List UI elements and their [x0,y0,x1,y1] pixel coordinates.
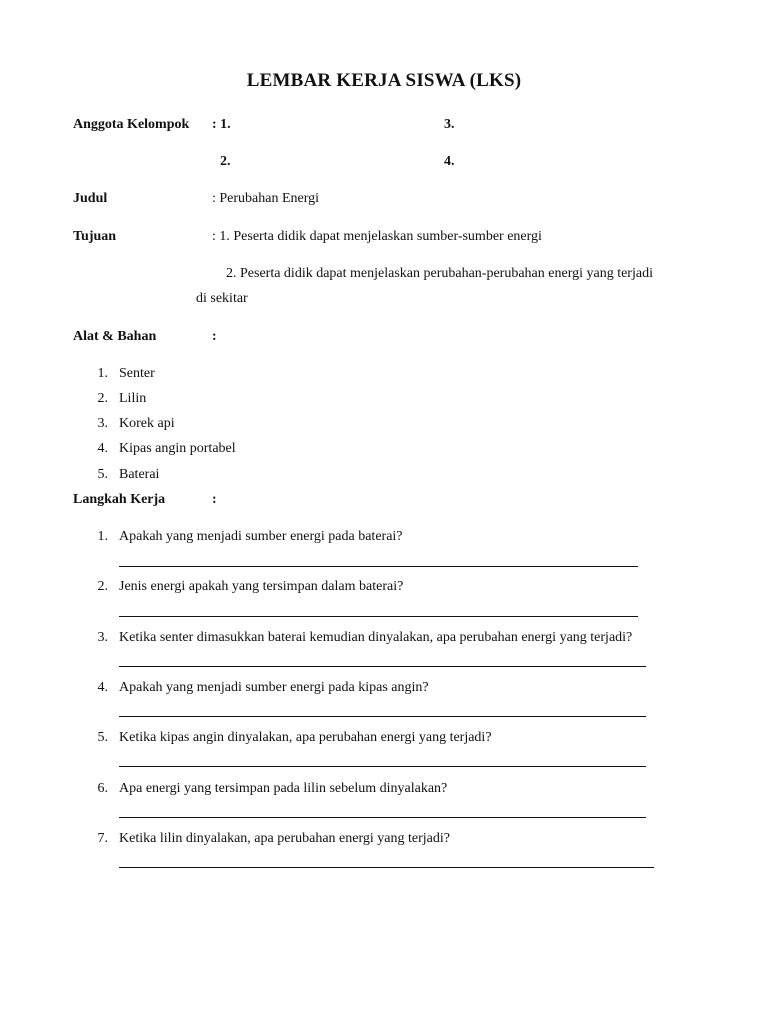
page-title: LEMBAR KERJA SISWA (LKS) [246,70,522,91]
question-text: Apakah yang menjadi sumber energi pada kipas angin? [119,680,429,695]
answer-line[interactable] [119,867,654,868]
list-item-number: 1. [97,366,108,381]
list-item: Baterai [119,467,160,482]
anggota-member-1: : 1. [212,117,231,132]
list-item-number: 4. [97,441,108,456]
question-text: Apa energi yang tersimpan pada lilin sebelum dinyalakan? [119,781,448,796]
question-text: Apakah yang menjadi sumber energi pada baterai? [119,529,403,544]
question-number: 2. [97,579,108,594]
list-item: Lilin [119,391,147,406]
anggota-member-3: 3. [444,117,455,132]
langkah-kerja-label: Langkah Kerja [73,492,166,507]
alat-bahan-label: Alat & Bahan [73,329,157,344]
langkah-kerja-colon: : [212,492,217,507]
question-text: Jenis energi apakah yang tersimpan dalam baterai? [119,579,404,594]
answer-line[interactable] [119,716,646,717]
anggota-member-4: 4. [444,154,455,169]
list-item: Korek api [119,416,175,431]
answer-line[interactable] [119,817,646,818]
tujuan-line-1: : 1. Peserta didik dapat menjelaskan sumber-sumber energi [212,229,542,244]
answer-line[interactable] [119,766,646,767]
question-number: 1. [97,529,108,544]
answer-line[interactable] [119,616,638,617]
answer-line[interactable] [119,666,646,667]
anggota-kelompok-label: Anggota Kelompok [73,117,190,132]
list-item: Kipas angin portabel [119,441,236,456]
question-number: 4. [97,680,108,695]
question-text: Ketika lilin dinyalakan, apa perubahan energi yang terjadi? [119,831,450,846]
tujuan-line-3: di sekitar [196,291,248,306]
question-number: 7. [97,831,108,846]
judul-value: : Perubahan Energi [212,191,320,206]
answer-line[interactable] [119,566,638,567]
tujuan-line-2: 2. Peserta didik dapat menjelaskan perubahan-perubahan energi yang terjadi [226,266,653,281]
question-number: 6. [97,781,108,796]
list-item-number: 3. [97,416,108,431]
question-number: 5. [97,730,108,745]
alat-bahan-colon: : [212,329,217,344]
list-item-number: 2. [97,391,108,406]
question-text: Ketika senter dimasukkan baterai kemudian dinyalakan, apa perubahan energi yang terjadi? [119,630,633,645]
judul-label: Judul [73,191,108,206]
question-text: Ketika kipas angin dinyalakan, apa perubahan energi yang terjadi? [119,730,492,745]
anggota-member-2: 2. [220,154,231,169]
list-item: Senter [119,366,155,381]
tujuan-label: Tujuan [73,229,117,244]
list-item-number: 5. [97,467,108,482]
question-number: 3. [97,630,108,645]
